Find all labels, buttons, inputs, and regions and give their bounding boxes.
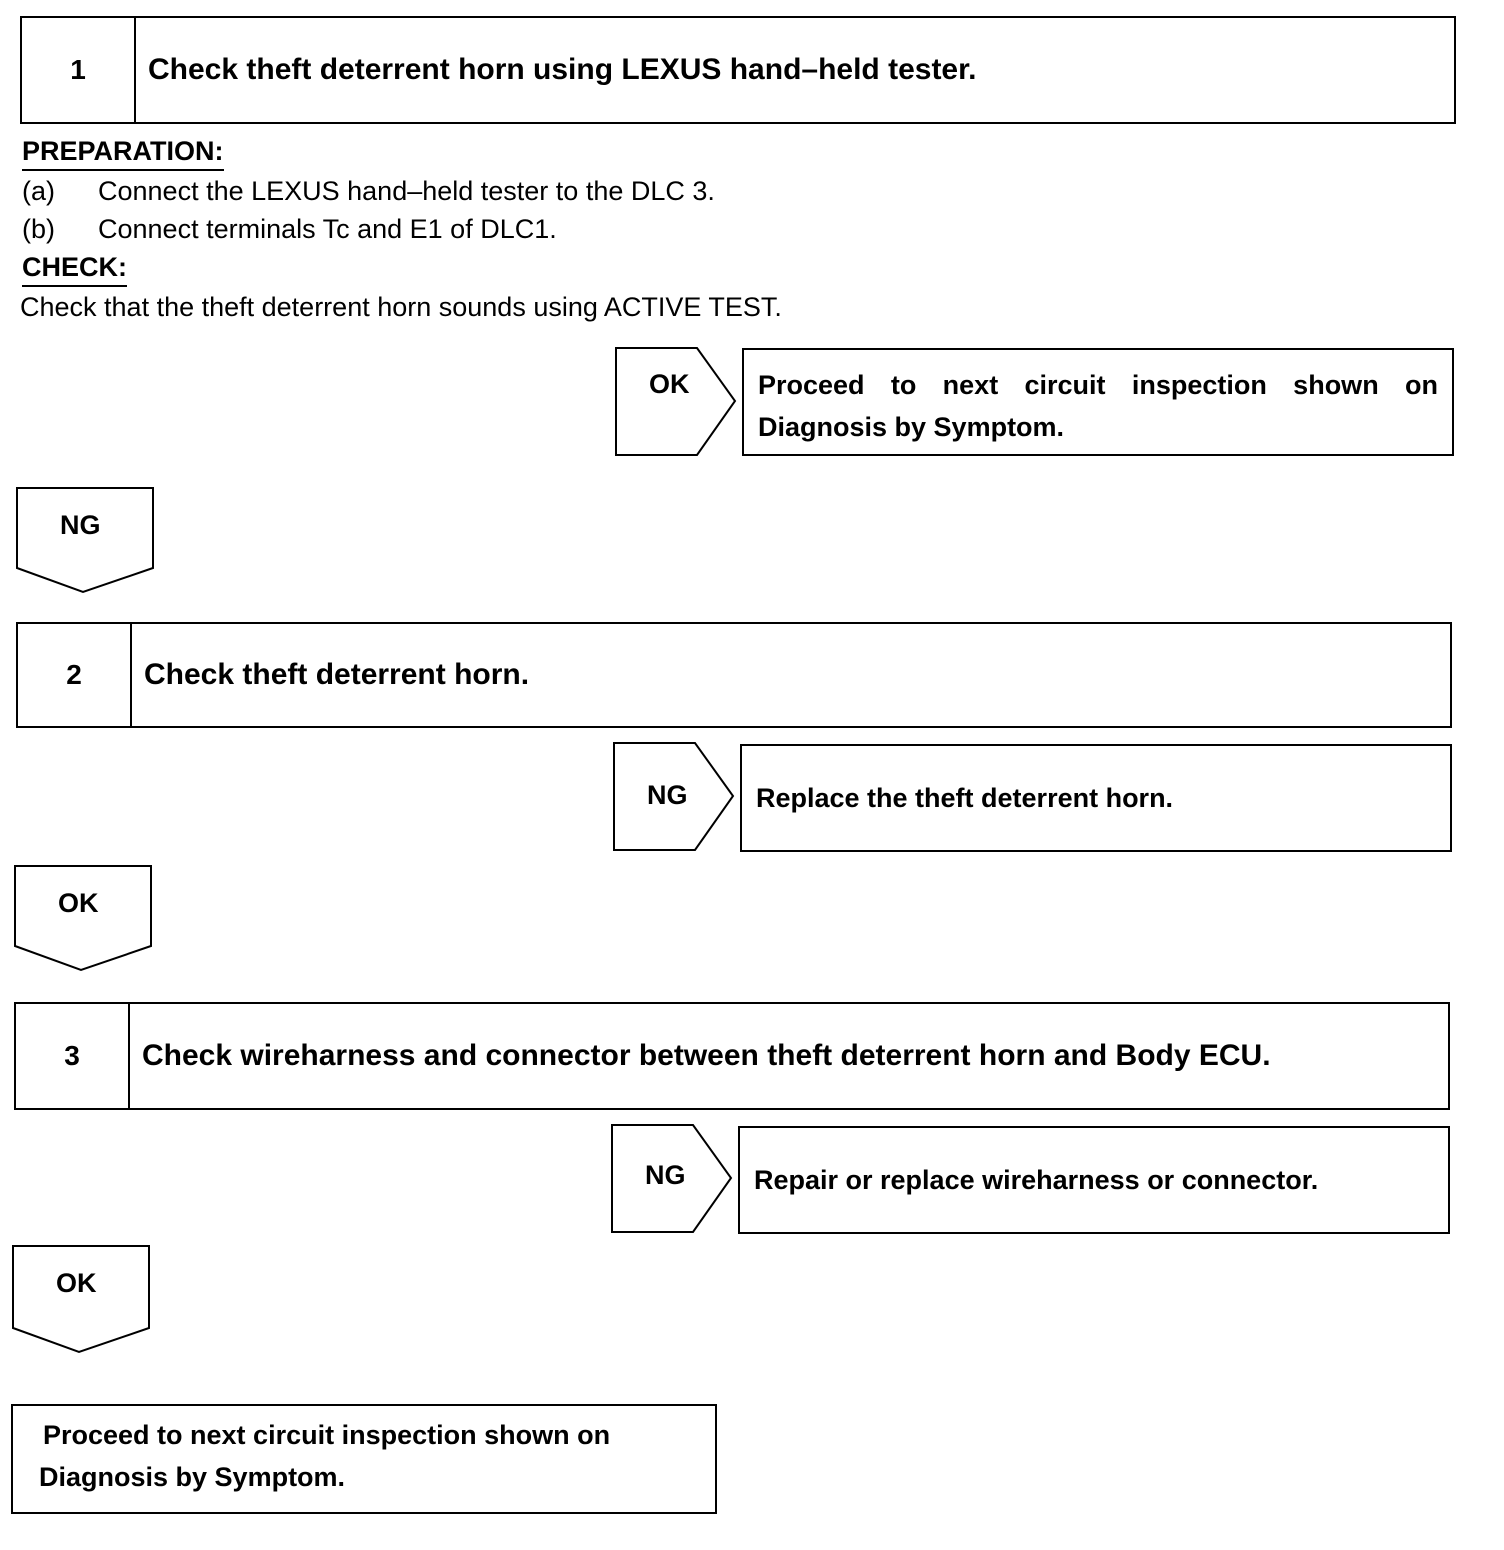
preparation-heading: PREPARATION: bbox=[22, 136, 224, 171]
branch-ok-down-tag: OK bbox=[13, 864, 153, 972]
result-box: Proceed to next circuit inspection shown on Diagnosis by Symptom. bbox=[742, 348, 1454, 456]
preparation-item: (a) Connect the LEXUS hand–held tester to the DLC 3. bbox=[22, 176, 715, 206]
check-heading: CHECK: bbox=[22, 252, 127, 287]
step-2-box bbox=[16, 622, 1452, 728]
result-box: Repair or replace wireharness or connector. bbox=[738, 1126, 1450, 1234]
preparation-item: (b) Connect terminals Tc and E1 of DLC1. bbox=[22, 214, 557, 244]
step-number: 1 bbox=[22, 18, 136, 122]
step-title: Check theft deterrent horn. bbox=[144, 658, 530, 691]
step-title: Check theft deterrent horn using LEXUS hand–held tester. bbox=[148, 53, 977, 86]
step-3-box bbox=[14, 1002, 1450, 1110]
branch-ok-tag: OK bbox=[615, 347, 739, 457]
check-text: Check that the theft deterrent horn sounds using ACTIVE TEST. bbox=[20, 292, 782, 322]
step-number: 3 bbox=[16, 1004, 130, 1108]
branch-ng-down-tag: NG bbox=[15, 486, 155, 594]
result-box: Replace the theft deterrent horn. bbox=[740, 744, 1452, 852]
final-result-box: Proceed to next circuit inspection shown on Diagnosis by Symptom. bbox=[11, 1404, 717, 1514]
right-arrow-shape bbox=[615, 347, 739, 457]
branch-ng-tag: NG bbox=[613, 742, 737, 852]
down-arrow-shape bbox=[11, 1244, 151, 1354]
step-title: Check wireharness and connector between theft deterrent horn and Body ECU. bbox=[142, 1039, 1271, 1072]
branch-ng-tag: NG bbox=[611, 1124, 735, 1234]
branch-ok-down-tag: OK bbox=[11, 1244, 151, 1354]
step-number: 2 bbox=[18, 624, 132, 726]
step-1-box bbox=[20, 16, 1456, 124]
